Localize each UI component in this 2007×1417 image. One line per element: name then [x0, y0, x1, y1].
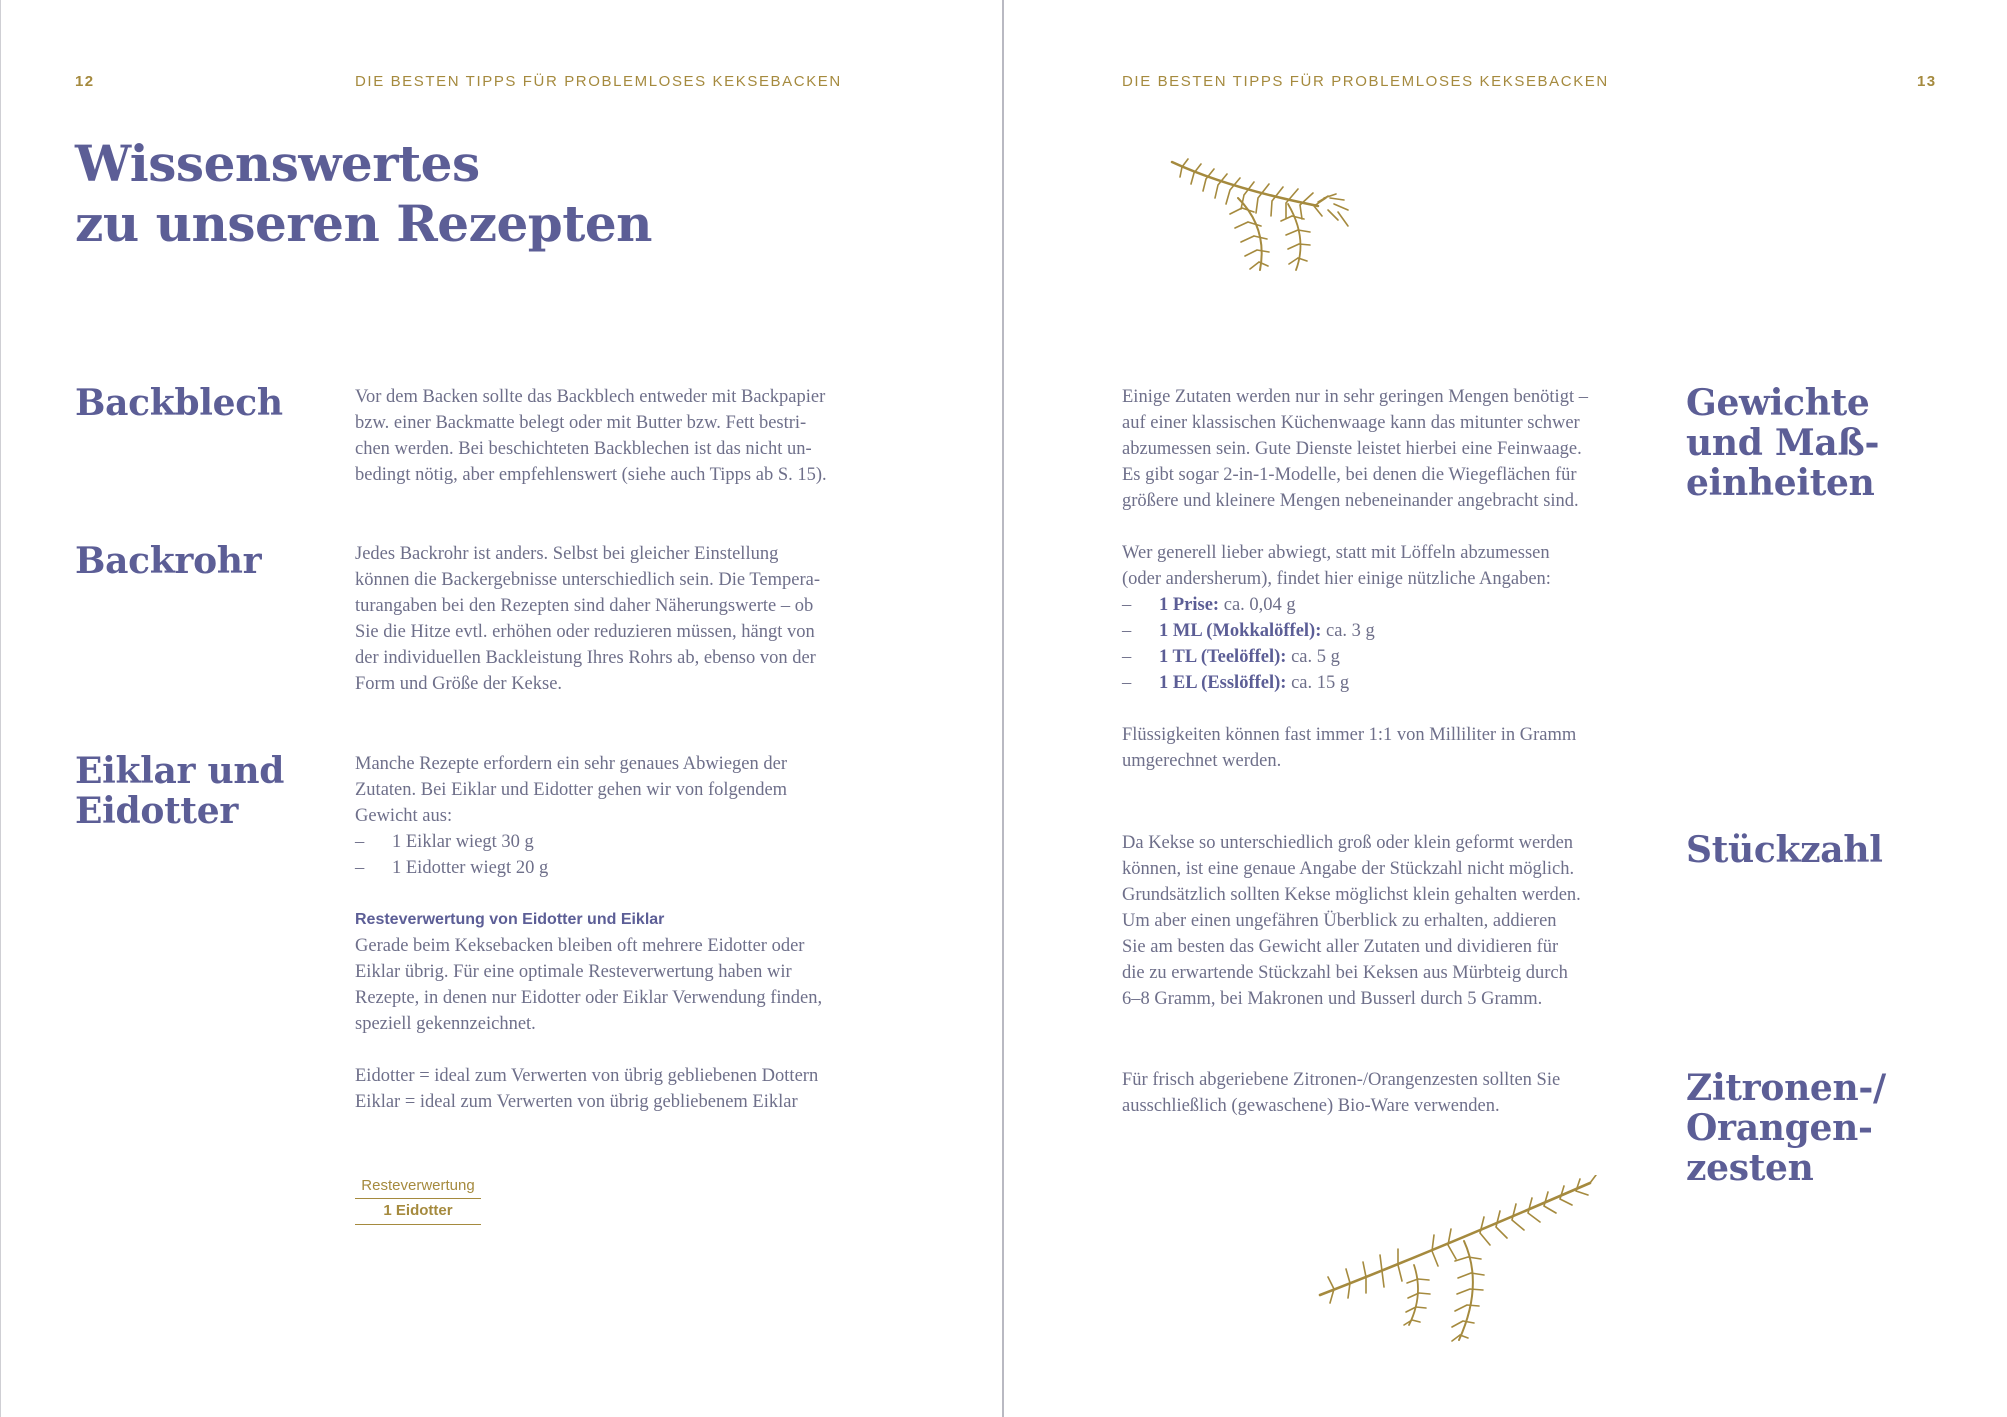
text-line: können die Backergebnisse unterschiedlich sein. Die Tempera-: [355, 570, 820, 590]
measure-label: 1 Prise:: [1159, 595, 1220, 615]
text-line: Gewicht aus:: [355, 806, 453, 826]
text-line: Es gibt sogar 2-in-1-Modelle, bei denen die Wiegeflächen für: [1122, 465, 1577, 485]
measure-value: ca. 3 g: [1321, 621, 1375, 641]
text-line: turangaben bei den Rezepten sind daher Näherungswerte – ob: [355, 596, 814, 616]
fir-branch-icon: [1168, 158, 1368, 278]
stueckzahl-text: [1122, 830, 1682, 1012]
list-dash: –: [1122, 595, 1132, 615]
text-line: Einige Zutaten werden nur in sehr geringen Mengen benötigt –: [1122, 387, 1588, 407]
measure-label: 1 EL (Esslöffel):: [1159, 673, 1287, 693]
heading-eiklar-eidotter: [75, 751, 284, 831]
text-line: Da Kekse so unterschiedlich groß oder klein geformt werden: [1122, 833, 1574, 853]
running-head-right: DIE BESTEN TIPPS FÜR PROBLEMLOSES KEKSEBACKEN: [1122, 73, 1609, 90]
text-line: der individuellen Backleistung Ihres Rohrs ab, ebenso von der: [355, 648, 816, 668]
gewichte-text: [1122, 384, 1682, 774]
backblech-text: [355, 384, 915, 488]
heading-line: Gewichte: [1686, 382, 1870, 424]
list-dash: –: [1122, 647, 1132, 667]
heading-backrohr-text: Backrohr: [75, 540, 262, 582]
text-line: Form und Größe der Kekse.: [355, 674, 563, 694]
page-title-line-1: Wissenswertes: [75, 134, 480, 193]
text-line: 6–8 Gramm, bei Makronen und Busserl durch 5 Gramm.: [1122, 989, 1543, 1009]
text-line: Rezepte, in denen nur Eidotter oder Eiklar Verwendung finden,: [355, 988, 823, 1008]
measure-label: 1 TL (Teelöffel):: [1159, 647, 1287, 667]
text-line: Manche Rezepte erfordern ein sehr genaues Abwiegen der: [355, 754, 787, 774]
text-line: Wer generell lieber abwiegt, statt mit Löffeln abzumessen: [1122, 543, 1550, 563]
resteverwertung-tag: [355, 1176, 481, 1225]
heading-backblech: [75, 383, 283, 423]
text-line: Sie die Hitze evtl. erhöhen oder reduzieren müssen, hängt von: [355, 622, 815, 642]
measure-item: [1122, 644, 1682, 670]
fir-branch-icon: [1314, 1175, 1604, 1350]
legend-line: Eidotter = ideal zum Verwerten von übrig gebliebenen Dottern: [355, 1066, 819, 1086]
list-item: [355, 855, 915, 881]
measure-item: [1122, 670, 1682, 696]
text-line: umgerechnet werden.: [1122, 751, 1282, 771]
text-line: Für frisch abgeriebene Zitronen-/Orangenzesten sollten Sie: [1122, 1070, 1561, 1090]
text-line: Zutaten. Bei Eiklar und Eidotter gehen wir von folgendem: [355, 780, 788, 800]
text-line: Flüssigkeiten können fast immer 1:1 von Milliliter in Gramm: [1122, 725, 1577, 745]
text-line: die zu erwartende Stückzahl bei Keksen aus Mürbteig durch: [1122, 963, 1568, 983]
heading-line: Eidotter: [75, 790, 239, 832]
text-line: Eiklar übrig. Für eine optimale Resteverwertung haben wir: [355, 962, 792, 982]
measure-label: 1 ML (Mokkalöffel):: [1159, 621, 1322, 641]
heading-line: zesten: [1686, 1147, 1814, 1189]
text-line: Grundsätzlich sollten Kekse möglichst klein gehalten werden.: [1122, 885, 1581, 905]
measure-value: ca. 15 g: [1286, 673, 1350, 693]
list-item-text: 1 Eiklar wiegt 30 g: [392, 832, 534, 852]
list-dash: –: [355, 858, 365, 878]
page-number-left: 12: [75, 73, 95, 90]
right-page: [1004, 0, 2006, 1417]
heading-backrohr: [75, 541, 261, 581]
heading-line: Zitronen-/: [1686, 1067, 1886, 1109]
text-line: auf einer klassischen Küchenwaage kann das mitunter schwer: [1122, 413, 1580, 433]
heading-line: Eiklar und: [75, 750, 285, 792]
tag-value: 1 Eidotter: [355, 1199, 481, 1225]
measure-value: ca. 0,04 g: [1219, 595, 1296, 615]
heading-gewichte-masseinheiten: [1686, 383, 1879, 503]
page-title: [75, 134, 652, 254]
eiklar-text: [355, 751, 915, 1115]
page-title-line-2: zu unseren Rezepten: [75, 194, 653, 253]
heading-zitronen-orangenzesten: [1686, 1068, 1886, 1188]
heading-line: Orangen-: [1686, 1107, 1873, 1149]
text-line: (oder andersherum), findet hier einige nützliche Angaben:: [1122, 569, 1551, 589]
list-item-text: 1 Eidotter wiegt 20 g: [392, 858, 549, 878]
list-item: [355, 829, 915, 855]
text-line: Vor dem Backen sollte das Backblech entweder mit Backpapier: [355, 387, 826, 407]
page-number-right: 13: [1917, 73, 1937, 90]
measure-item: [1122, 618, 1682, 644]
text-line: Sie am besten das Gewicht aller Zutaten und dividieren für: [1122, 937, 1559, 957]
heading-backblech-text: Backblech: [75, 382, 283, 424]
zitronen-text: [1122, 1067, 1682, 1119]
subheading-resteverwertung: Resteverwertung von Eidotter und Eiklar: [355, 911, 665, 928]
text-line: können, ist eine genaue Angabe der Stückzahl nicht möglich.: [1122, 859, 1575, 879]
list-dash: –: [355, 832, 365, 852]
text-line: Um aber einen ungefähren Überblick zu erhalten, addieren: [1122, 911, 1557, 931]
tag-label: Resteverwertung: [355, 1176, 481, 1199]
running-head-left: DIE BESTEN TIPPS FÜR PROBLEMLOSES KEKSEBACKEN: [355, 73, 842, 90]
heading-stueckzahl: [1686, 830, 1883, 870]
text-line: Jedes Backrohr ist anders. Selbst bei gleicher Einstellung: [355, 544, 779, 564]
text-line: abzumessen sein. Gute Dienste leistet hierbei eine Feinwaage.: [1122, 439, 1582, 459]
heading-line: einheiten: [1686, 462, 1875, 504]
text-line: speziell gekennzeichnet.: [355, 1014, 536, 1034]
measure-value: ca. 5 g: [1286, 647, 1340, 667]
legend-line: Eiklar = ideal zum Verwerten von übrig gebliebenem Eiklar: [355, 1092, 798, 1112]
list-dash: –: [1122, 621, 1132, 641]
text-line: bedingt nötig, aber empfehlenswert (siehe auch Tipps ab S. 15).: [355, 465, 827, 485]
backrohr-text: [355, 541, 915, 697]
heading-line: und Maß-: [1686, 422, 1880, 464]
text-line: größere und kleinere Mengen nebeneinander angebracht sind.: [1122, 491, 1579, 511]
list-dash: –: [1122, 673, 1132, 693]
text-line: chen werden. Bei beschichteten Backblechen ist das nicht un-: [355, 439, 812, 459]
text-line: ausschließlich (gewaschene) Bio-Ware verwenden.: [1122, 1096, 1500, 1116]
measure-item: [1122, 592, 1682, 618]
left-page: [0, 0, 1003, 1417]
text-line: bzw. einer Backmatte belegt oder mit Butter bzw. Fett bestri-: [355, 413, 807, 433]
text-line: Gerade beim Keksebacken bleiben oft mehrere Eidotter oder: [355, 936, 805, 956]
heading-stueckzahl-text: Stückzahl: [1686, 829, 1883, 871]
